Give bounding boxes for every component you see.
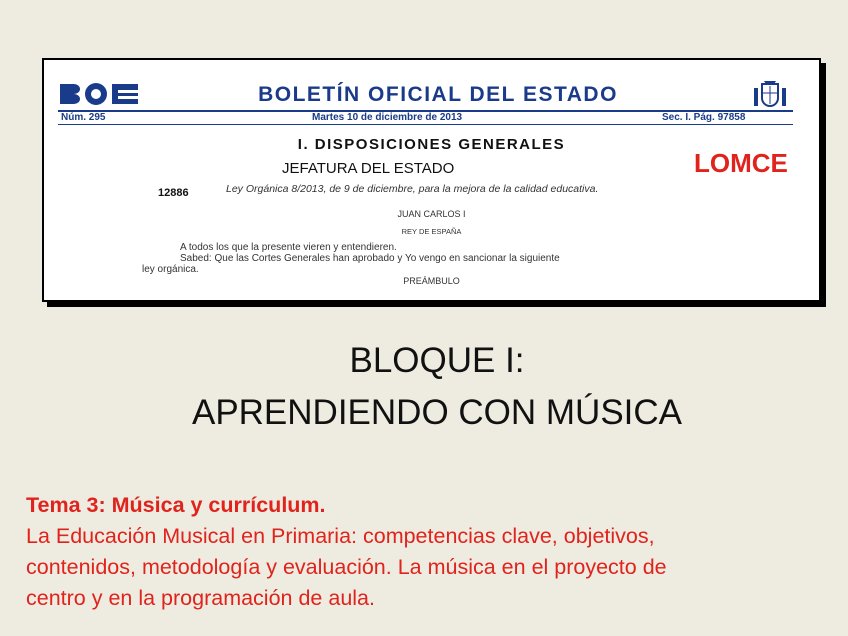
boe-document-image xyxy=(42,58,821,302)
slide-title-line-2: APRENDIENDO CON MÚSICA xyxy=(191,393,683,432)
topic-line-1: La Educación Musical en Primaria: competencias clave, objetivos, xyxy=(26,524,655,548)
boe-logo xyxy=(58,82,142,106)
topic-line-2: contenidos, metodología y evaluación. La música en el proyecto de xyxy=(26,555,667,579)
boe-header xyxy=(58,82,814,110)
king-name: JUAN CARLOS I xyxy=(397,209,466,219)
section-page: Sec. I. Pág. 97858 xyxy=(662,112,746,123)
topic-block xyxy=(26,490,826,614)
body-line-2: Sabed: Que las Cortes Generales han aprobado y Yo vengo en sancionar la siguiente xyxy=(180,253,560,264)
law-number: 12886 xyxy=(158,187,189,199)
topic-heading: Tema 3: Música y currículum. xyxy=(26,493,326,517)
lomce-badge: LOMCE xyxy=(694,148,788,178)
body-line-1: A todos los que la presente vieren y entendieren. xyxy=(180,242,397,253)
section-heading: I. DISPOSICIONES GENERALES xyxy=(297,136,566,153)
slide-title xyxy=(0,335,848,439)
jefatura-heading: JEFATURA DEL ESTADO xyxy=(282,160,455,177)
topic-line-3: centro y en la programación de aula. xyxy=(26,586,375,610)
body-line-3: ley orgánica. xyxy=(142,264,199,275)
issue-number: Núm. 295 xyxy=(61,112,106,123)
coat-of-arms-icon xyxy=(752,80,788,110)
issue-date: Martes 10 de diciembre de 2013 xyxy=(312,112,463,123)
preamble-heading: PREÁMBULO xyxy=(403,276,460,286)
boe-title: BOLETÍN OFICIAL DEL ESTADO xyxy=(258,83,618,106)
meta-rule xyxy=(58,124,793,125)
king-title: REY DE ESPAÑA xyxy=(401,227,462,236)
slide-title-line-1: BLOQUE I: xyxy=(349,341,525,380)
law-title: Ley Orgánica 8/2013, de 9 de diciembre, para la mejora de la calidad educativa. xyxy=(226,183,599,195)
